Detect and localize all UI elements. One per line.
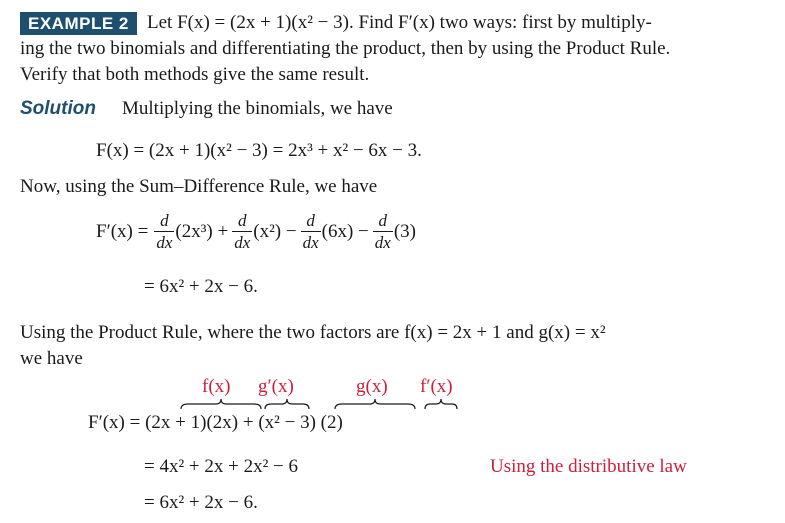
sum-difference-intro: Now, using the Sum–Difference Rule, we have bbox=[20, 176, 378, 197]
d-dx-fraction-4: $\frac{d}{dx}$ bbox=[374, 211, 391, 252]
deriv-term-4: (3) bbox=[393, 220, 416, 242]
overbrace-g bbox=[334, 398, 416, 410]
solution-label: Solution bbox=[20, 98, 96, 119]
deriv-lhs: F′(x) = bbox=[96, 220, 149, 242]
deriv-term-2: (x²) − bbox=[253, 220, 297, 242]
example-statement-line-1: Let F(x) = (2x + 1)(x² − 3). Find F′(x) two ways: first by multiply- bbox=[147, 12, 652, 33]
deriv-term-3: (6x) − bbox=[321, 220, 369, 242]
sum-difference-derivative bbox=[96, 212, 416, 251]
example-statement-line-2: ing the two binomials and differentiating the product, then by using the Product Rule. bbox=[20, 38, 671, 59]
overbrace-f bbox=[180, 398, 262, 410]
product-rule-line: F′(x) = (2x + 1)(2x) + (x² − 3) (2) bbox=[88, 412, 343, 433]
d-dx-fraction-3: $\frac{d}{dx}$ bbox=[302, 211, 319, 252]
overbrace-g-prime bbox=[264, 398, 310, 410]
sum-difference-result: = 6x² + 2x − 6. bbox=[144, 276, 258, 297]
d-dx-fraction-1: $\frac{d}{dx}$ bbox=[156, 211, 173, 252]
distributive-step: = 4x² + 2x + 2x² − 6 bbox=[144, 456, 299, 477]
example-badge: EXAMPLE 2 bbox=[20, 12, 137, 35]
product-rule-intro-line-1: Using the Product Rule, where the two factors are f(x) = 2x + 1 and g(x) = x² bbox=[20, 322, 606, 343]
expansion-equation: F(x) = (2x + 1)(x² − 3) = 2x³ + x² − 6x − 3. bbox=[96, 140, 422, 161]
product-rule-intro-line-2: we have bbox=[20, 348, 83, 369]
label-f-of-x: f(x) bbox=[202, 376, 231, 397]
label-g-prime-of-x: g′(x) bbox=[258, 376, 294, 397]
deriv-term-1: (2x³) + bbox=[175, 220, 229, 242]
d-dx-fraction-2: $\frac{d}{dx}$ bbox=[234, 211, 251, 252]
example-statement-line-3: Verify that both methods give the same result. bbox=[20, 64, 370, 85]
overbrace-f-prime bbox=[424, 398, 458, 410]
final-result: = 6x² + 2x − 6. bbox=[144, 492, 258, 513]
solution-intro: Multiplying the binomials, we have bbox=[122, 98, 393, 119]
distributive-note: Using the distributive law bbox=[490, 456, 687, 477]
label-f-prime-of-x: f′(x) bbox=[420, 376, 453, 397]
label-g-of-x: g(x) bbox=[356, 376, 388, 397]
